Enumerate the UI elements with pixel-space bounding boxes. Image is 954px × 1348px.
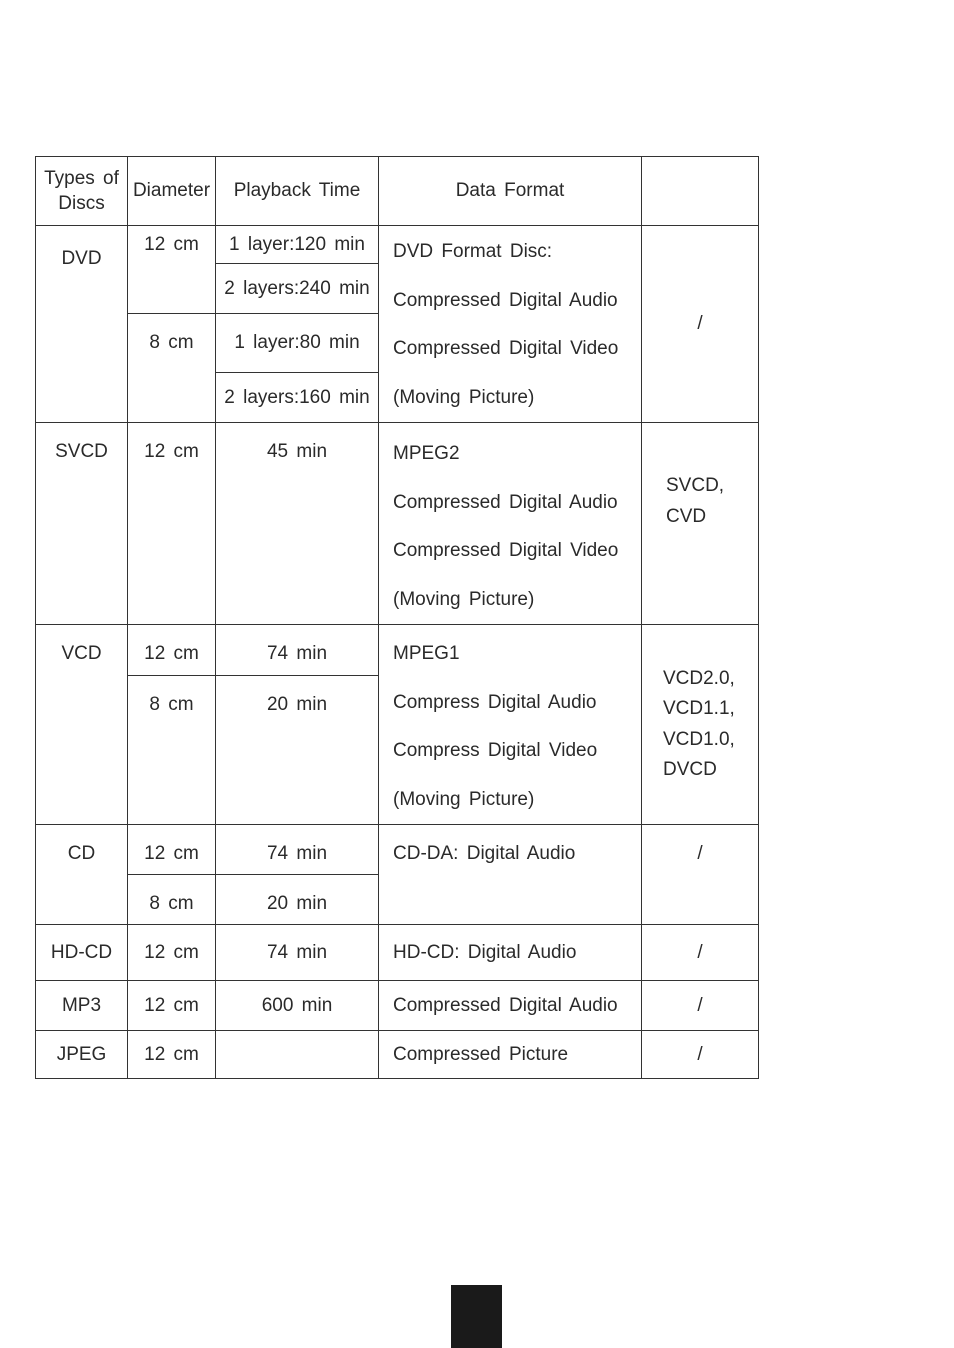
table-row-mp3 [36, 981, 759, 1031]
header-row [36, 157, 759, 226]
cd-type: CD [36, 825, 128, 925]
table-row-hdcd [36, 925, 759, 981]
vcd-format-line-2: Compress Digital Audio [393, 691, 597, 713]
jpeg-compatibility: / [642, 1031, 759, 1079]
hdcd-compatibility: / [642, 925, 759, 981]
svcd-compatibility [642, 423, 759, 625]
jpeg-diameter: 12 cm [128, 1031, 216, 1079]
hdcd-playback-time: 74 min [216, 925, 379, 981]
vcd-format-line-3: Compress Digital Video [393, 740, 598, 761]
svcd-data-format [379, 423, 642, 625]
mp3-data-format: Compressed Digital Audio [379, 981, 642, 1031]
svcd-type: SVCD [36, 423, 128, 625]
dvd-compatibility: / [642, 226, 759, 423]
cd-diameter-8: 8 cm [128, 875, 216, 925]
mp3-type: MP3 [36, 981, 128, 1031]
cd-time-12: 74 min [216, 825, 379, 875]
vcd-diameter-8: 8 cm [128, 676, 216, 825]
jpeg-playback-time [216, 1031, 379, 1079]
svcd-format-line-1: MPEG2 [393, 443, 460, 464]
vcd-data-format [379, 625, 642, 825]
dvd-format-line-4: (Moving Picture) [393, 386, 535, 408]
table-row-dvd [36, 226, 759, 264]
vcd-diameter-12: 12 cm [128, 625, 216, 676]
dvd-time-1-layer-80: 1 layer:80 min [216, 314, 379, 373]
header-playback-time: Playback Time [216, 157, 379, 226]
svcd-compat-line-1: SVCD, [666, 475, 725, 496]
vcd-format-line-4: (Moving Picture) [393, 788, 535, 810]
table-row-svcd [36, 423, 759, 625]
svcd-format-line-2: Compressed Digital Audio [393, 491, 618, 513]
cd-compatibility: / [642, 825, 759, 925]
mp3-playback-time: 600 min [216, 981, 379, 1031]
vcd-time-12: 74 min [216, 625, 379, 676]
cd-data-format: CD-DA: Digital Audio [379, 825, 642, 925]
vcd-format-line-1: MPEG1 [393, 643, 460, 664]
svcd-format-line-4: (Moving Picture) [393, 588, 535, 610]
vcd-compat-line-2: VCD1.1, [663, 698, 735, 719]
dvd-diameter-8: 8 cm [128, 314, 216, 423]
dvd-data-format [379, 226, 642, 423]
vcd-compat-line-3: VCD1.0, [663, 728, 735, 750]
dvd-format-line-1: DVD Format Disc: [393, 241, 553, 262]
svcd-playback-time: 45 min [216, 423, 379, 625]
header-types-label: Types of Discs [44, 168, 119, 214]
cd-time-8: 20 min [216, 875, 379, 925]
svcd-format-line-3: Compressed Digital Video [393, 540, 619, 561]
dvd-time-2-layers-160: 2 layers:160 min [216, 373, 379, 423]
header-data-format: Data Format [379, 157, 642, 226]
vcd-time-8: 20 min [216, 676, 379, 825]
hdcd-data-format: HD-CD: Digital Audio [379, 925, 642, 981]
disc-types-table [35, 156, 759, 1079]
dvd-format-line-3: Compressed Digital Video [393, 338, 619, 359]
header-compatibility [642, 157, 759, 226]
hdcd-diameter: 12 cm [128, 925, 216, 981]
dvd-diameter-12: 12 cm [128, 226, 216, 314]
vcd-compat-line-4: DVCD [663, 759, 717, 780]
dvd-type: DVD [36, 226, 128, 423]
vcd-compat-line-1: VCD2.0, [663, 667, 735, 689]
svcd-diameter: 12 cm [128, 423, 216, 625]
mp3-compatibility: / [642, 981, 759, 1031]
header-diameter: Diameter [128, 157, 216, 226]
svcd-compat-line-2: CVD [666, 505, 707, 527]
jpeg-type: JPEG [36, 1031, 128, 1079]
page-number-box [451, 1285, 502, 1348]
table-row-vcd [36, 625, 759, 676]
jpeg-data-format: Compressed Picture [379, 1031, 642, 1079]
hdcd-type: HD-CD [36, 925, 128, 981]
dvd-time-1-layer-120: 1 layer:120 min [216, 226, 379, 264]
dvd-time-2-layers-240: 2 layers:240 min [216, 264, 379, 314]
vcd-type: VCD [36, 625, 128, 825]
cd-diameter-12: 12 cm [128, 825, 216, 875]
header-types-of-discs [36, 157, 128, 226]
table-row-jpeg [36, 1031, 759, 1079]
vcd-compatibility [642, 625, 759, 825]
dvd-format-line-2: Compressed Digital Audio [393, 289, 618, 311]
table-row-cd [36, 825, 759, 875]
mp3-diameter: 12 cm [128, 981, 216, 1031]
